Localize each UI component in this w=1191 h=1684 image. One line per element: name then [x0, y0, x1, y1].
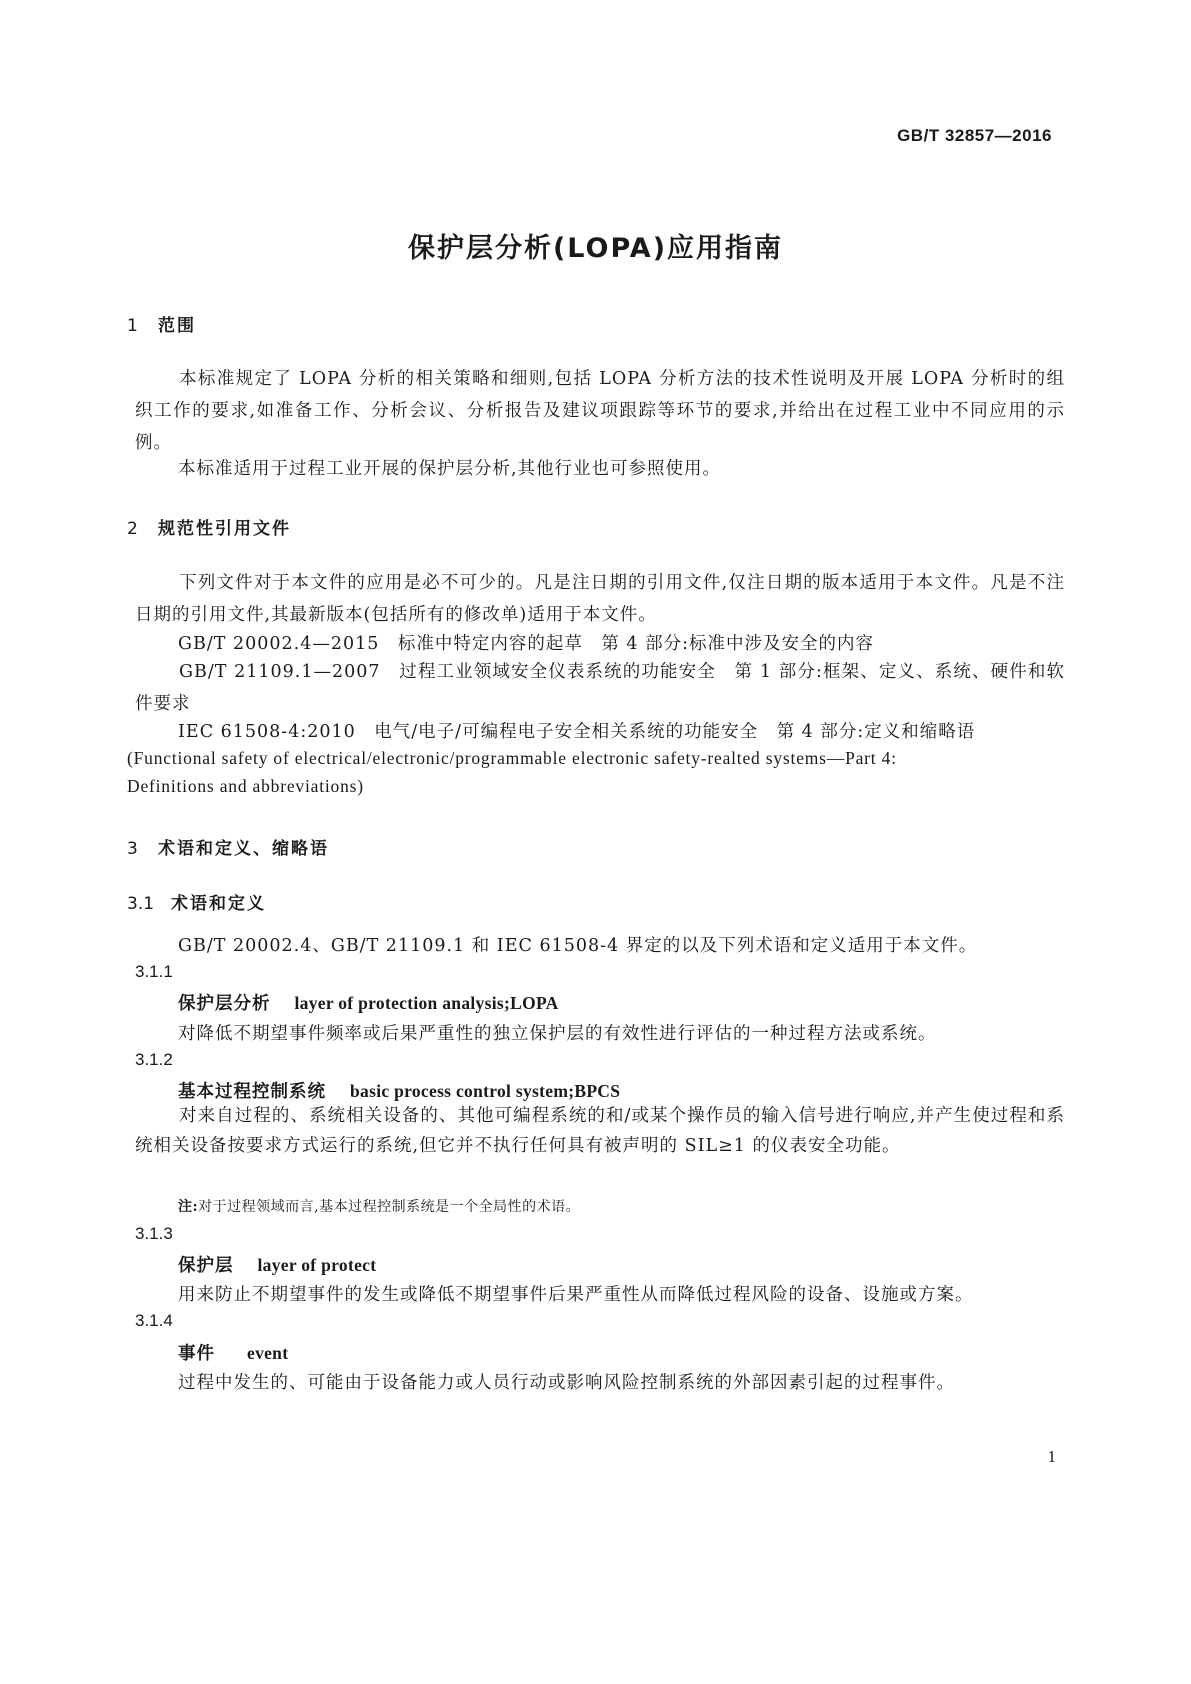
reference-3-english: (Functional safety of electrical/electronic/programmable electronic safety-realted systems—Part 4:: [127, 748, 897, 768]
section-title: 术语和定义、缩略语: [158, 839, 329, 859]
page-number: 1: [1047, 1447, 1056, 1466]
term-english: event: [247, 1343, 289, 1363]
term-heading: [178, 1252, 376, 1277]
term-heading: [178, 990, 559, 1015]
term-chinese: 保护层分析: [178, 994, 271, 1014]
document-title: 保护层分析(LOPA)应用指南: [407, 233, 784, 264]
term-chinese: 事件: [178, 1344, 215, 1364]
term-definition: 对降低不期望事件频率或后果严重性的独立保护层的有效性进行评估的一种过程方法或系统。: [178, 1024, 937, 1044]
term-english: layer of protect: [257, 1255, 377, 1275]
section-title: 范围: [158, 316, 196, 336]
note-label: 注:: [178, 1199, 199, 1215]
reference-3-english-cont: Definitions and abbreviations): [127, 776, 364, 796]
subsection-3-1-heading: [127, 889, 266, 914]
section-number: 1: [127, 316, 138, 336]
section-3-heading: [127, 834, 329, 859]
term-chinese: 保护层: [178, 1256, 234, 1276]
section-2-intro: 下列文件对于本文件的应用是必不可少的。凡是注日期的引用文件,仅注日期的版本适用于本文件。凡是不注日期的引用文件,其最新版本(包括所有的修改单)适用于本文件。: [135, 573, 1065, 625]
section-number: 2: [127, 519, 138, 539]
term-heading: [178, 1078, 620, 1103]
section-title: 规范性引用文件: [158, 519, 291, 539]
term-number: 3.1.2: [135, 1050, 173, 1069]
subsection-3-1-intro: GB/T 20002.4、GB/T 21109.1 和 IEC 61508-4 界定的以及下列术语和定义适用于本文件。: [178, 936, 978, 956]
subsection-number: 3.1: [127, 894, 155, 914]
term-chinese: 基本过程控制系统: [178, 1082, 326, 1102]
reference-2: GB/T 21109.1—2007 过程工业领域安全仪表系统的功能安全 第 1 部分:框架、定义、系统、硬件和软件要求: [135, 662, 1065, 714]
section-1-paragraph-1: 本标准规定了 LOPA 分析的相关策略和细则,包括 LOPA 分析方法的技术性说明及开展 LOPA 分析时的组织工作的要求,如准备工作、分析会议、分析报告及建议项跟踪等环节的要求,并给出在过程工业中不同应用的示例。: [135, 369, 1065, 453]
term-english: layer of protection analysis;LOPA: [294, 993, 559, 1013]
term-number: 3.1.3: [135, 1224, 173, 1243]
term-definition: 过程中发生的、可能由于设备能力或人员行动或影响风险控制系统的外部因素引起的过程事件。: [178, 1373, 955, 1393]
section-number: 3: [127, 839, 138, 859]
section-2-heading: [127, 514, 291, 539]
term-definition: 对来自过程的、系统相关设备的、其他可编程系统的和/或某个操作员的输入信号进行响应,并产生使过程和系统相关设备按要求方式运行的系统,但它并不执行任何具有被声明的 SIL≥1 的仪表安全功能。: [135, 1106, 1065, 1156]
term-number: 3.1.4: [135, 1311, 173, 1330]
standard-code: GB/T 32857—2016: [897, 126, 1052, 145]
reference-3: IEC 61508-4:2010 电气/电子/可编程电子安全相关系统的功能安全 第 4 部分:定义和缩略语: [178, 722, 976, 742]
term-definition: 用来防止不期望事件的发生或降低不期望事件后果严重性从而降低过程风险的设备、设施或方案。: [178, 1285, 974, 1305]
section-1-heading: [127, 311, 196, 336]
note-text: 对于过程领域而言,基本过程控制系统是一个全局性的术语。: [198, 1199, 581, 1215]
term-number: 3.1.1: [135, 962, 173, 981]
term-english: basic process control system;BPCS: [350, 1081, 621, 1101]
subsection-title: 术语和定义: [171, 894, 266, 914]
reference-1: GB/T 20002.4—2015 标准中特定内容的起草 第 4 部分:标准中涉及安全的内容: [178, 634, 875, 654]
term-heading: [178, 1340, 288, 1365]
term-note: [178, 1196, 580, 1216]
section-1-paragraph-2: 本标准适用于过程工业开展的保护层分析,其他行业也可参照使用。: [178, 459, 722, 479]
